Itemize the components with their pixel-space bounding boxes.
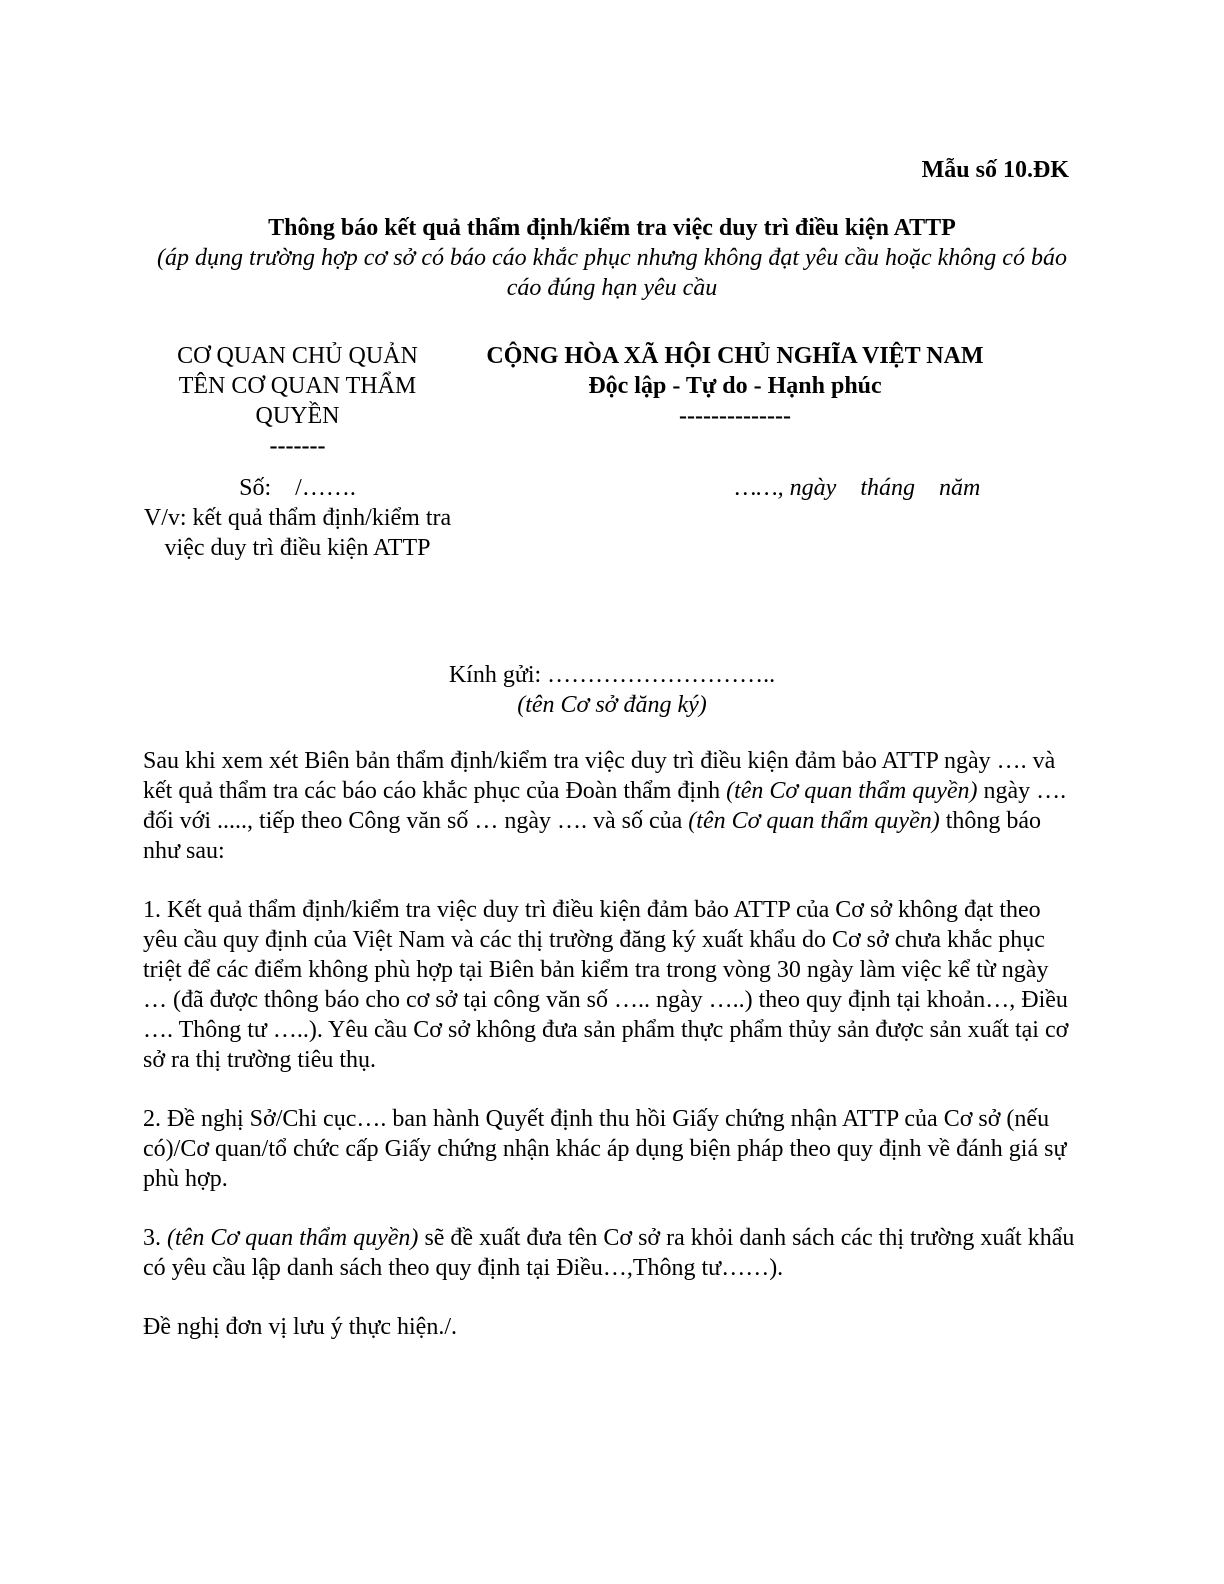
closing-line: Đề nghị đơn vị lưu ý thực hiện./. [143,1314,458,1340]
item-2: 2. Đề nghị Sở/Chi cục…. ban hành Quyết định thu hồi Giấy chứng nhận ATTP của Cơ sở (nếu có)/Cơ quan/tổ chức cấp Giấy chứng nhận khác áp dụng biện pháp theo quy định về đánh giá sự phù hợp. [143,1106,1067,1192]
form-number: Mẫu số 10.ĐK [921,157,1069,183]
item-3-agency-placeholder: (tên Cơ quan thẩm quyền) [167,1225,419,1251]
recipient-note: (tên Cơ sở đăng ký) [517,692,707,718]
intro-agency-placeholder-1: (tên Cơ quan thẩm quyền) [726,778,978,804]
intro-paragraph [143,746,1078,866]
item-3-text: sẽ đề xuất đưa tên Cơ sở ra khỏi danh sách các thị trường xuất khẩu có yêu cầu lập danh sách theo quy định tại Điều…,Thông tư……). [143,1225,1075,1281]
nation-divider: -------------- [679,403,791,429]
nation-name: CỘNG HÒA XÃ HỘI CHỦ NGHĨA VIỆT NAM [486,343,984,369]
item-3-number: 3. [143,1225,167,1251]
document-subtitle: (áp dụng trường hợp cơ sở có báo cáo khắc phục nhưng không đạt yêu cầu hoặc không có báo cáo đúng hạn yêu cầu [157,245,1067,301]
recipient-line: Kính gửi: ……………………….. [448,662,776,688]
document-body [143,746,1078,1371]
agency-name: TÊN CƠ QUAN THẨM QUYỀN [178,373,417,429]
item-1: 1. Kết quả thẩm định/kiểm tra việc duy trì điều kiện đảm bảo ATTP của Cơ sở không đạt theo yêu cầu quy định của Việt Nam và các thị trường đăng ký xuất khẩu do Cơ sở chưa khắc phục triệt để các điểm không phù hợp tại Biên bản kiểm tra trong vòng 30 ngày làm việc kể từ ngày … (đã được thông báo cho cơ sở tại công văn số ….. ngày …..) theo quy định tại khoản…, Điều …. Thông tư …..). Yêu cầu Cơ sở không đưa sản phẩm thực phẩm thủy sản được sản xuất tại cơ sở ra thị trường tiêu thụ. [143,897,1069,1073]
intro-text-3: thông báo như sau: [143,808,1042,864]
agency-divider: ------- [269,433,326,459]
intro-text-2: ngày …. đối với ....., tiếp theo Công văn số … ngày …. và số của [143,778,1067,834]
date-line: ……, ngày tháng năm [735,475,981,501]
document-title: Thông báo kết quả thẩm định/kiểm tra việc duy trì điều kiện ATTP [268,215,956,241]
parent-agency: CƠ QUAN CHỦ QUẢN [177,343,418,369]
reference-subject: V/v: kết quả thẩm định/kiểm tra việc duy trì điều kiện ATTP [143,505,452,561]
reference-number: Số: /……. [239,475,356,501]
intro-text-1: Sau khi xem xét Biên bản thẩm định/kiểm tra việc duy trì điều kiện đảm bảo ATTP ngày …. và kết quả thẩm tra các báo cáo khắc phục của Đoàn thẩm định [143,748,1056,804]
intro-agency-placeholder-2: (tên Cơ quan thẩm quyền) [688,808,940,834]
agency-header [140,341,455,461]
item-3 [143,1223,1078,1283]
recipient-block [200,660,1024,720]
reference-block [140,473,455,563]
national-header [470,341,1000,431]
national-motto: Độc lập - Tự do - Hạnh phúc [588,373,882,399]
